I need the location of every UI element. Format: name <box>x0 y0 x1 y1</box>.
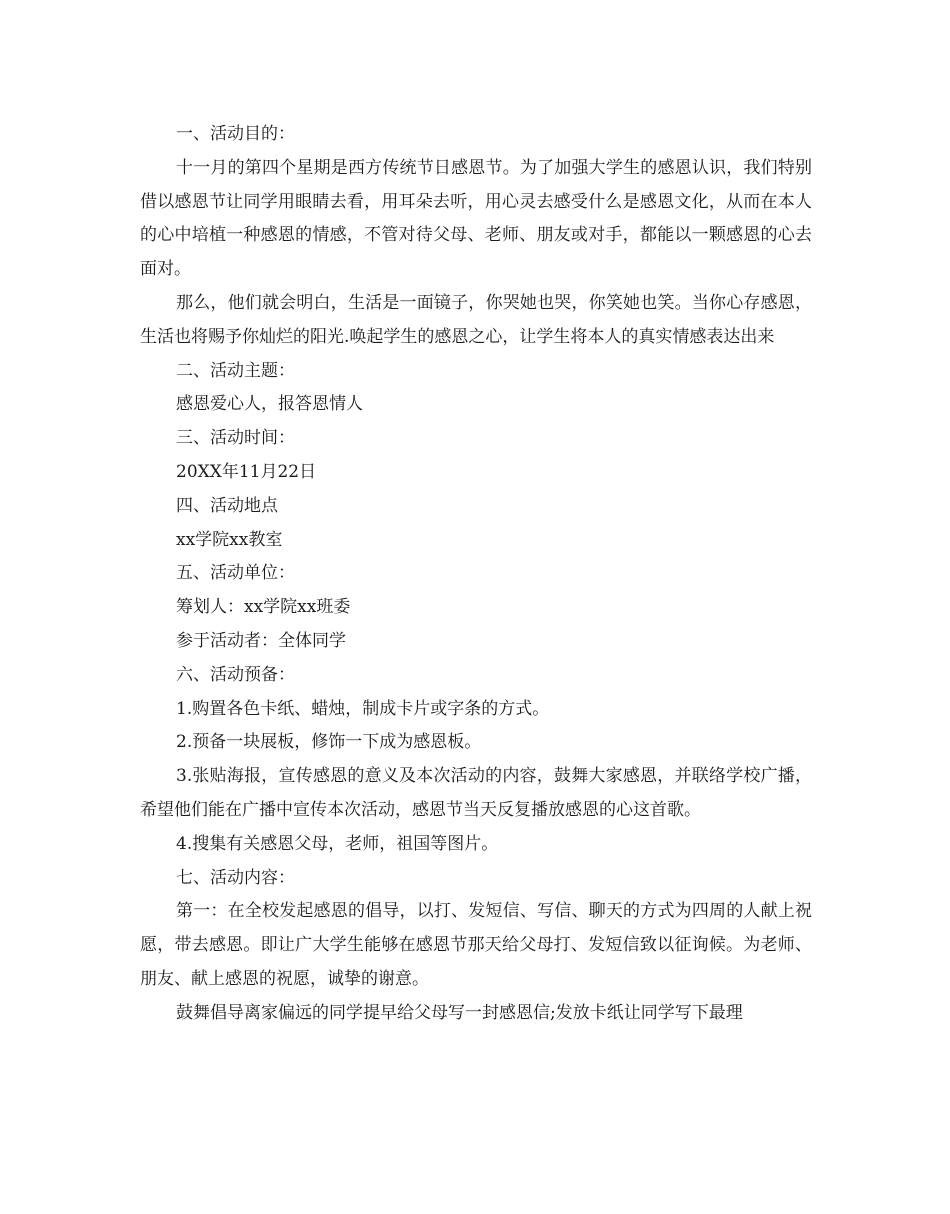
preparation-item: 3.张贴海报，宣传感恩的意义及本次活动的内容，鼓舞大家感恩，并联络学校广播，希望他们能在广播中宣传本次活动，感恩节当天反复播放感恩的心这首歌。 <box>140 766 812 820</box>
heading-time: 三、活动时间： <box>176 428 295 449</box>
heading-content: 七、活动内容： <box>176 867 295 888</box>
content-encourage: 鼓舞倡导离家偏远的同学提早给父母写一封感恩信;发放卡纸让同学写下最理 <box>176 1002 743 1023</box>
content-first: 第一：在全校发起感恩的倡导，以打、发短信、写信、聊天的方式为四周的人献上祝愿，带去感恩。即让广大学生能够在感恩节那天给父母打、发短信致以征询候。为老师、朋友、献上感恩的祝愿，诚挚的谢意。 <box>140 901 812 989</box>
organizer-text: 筹划人：xx学院xx班委 <box>176 597 351 618</box>
location-text: xx学院xx教室 <box>176 529 283 550</box>
document-body <box>140 118 812 1031</box>
heading-purpose: 一、活动目的： <box>176 124 295 144</box>
paragraph-mirror: 那么，他们就会明白，生活是一面镜子，你哭她也哭，你笑她也笑。当你心存感恩，生活也将赐予你灿烂的阳光.唤起学生的感恩之心，让学生将本人的真实情感表达出来 <box>140 292 812 347</box>
heading-organizer: 五、活动单位： <box>176 563 295 584</box>
heading-location: 四、活动地点 <box>176 495 278 516</box>
preparation-item: 4.搜集有关感恩父母，老师，祖国等图片。 <box>176 833 499 854</box>
heading-theme: 二、活动主题： <box>176 360 295 381</box>
paragraph-intro: 十一月的第四个星期是西方传统节日感恩节。为了加强大学生的感恩认识，我们特别借以感恩节让同学用眼睛去看，用耳朵去听，用心灵去感受什么是感恩文化，从而在本人的心中培植一种感恩的情感，不管对待父母、老师、朋友或对手，都能以一颗感恩的心去面对。 <box>140 157 812 280</box>
preparation-item: 1.购置各色卡纸、蜡烛，制成卡片或字条的方式。 <box>176 698 550 719</box>
participants-text: 参于活动者：全体同学 <box>176 630 346 651</box>
time-text: 20XX年11月22日 <box>176 461 317 482</box>
theme-text: 感恩爱心人，报答恩情人 <box>176 394 363 415</box>
preparation-item: 2.预备一块展板，修饰一下成为感恩板。 <box>176 732 482 753</box>
heading-preparation: 六、活动预备： <box>176 664 295 685</box>
